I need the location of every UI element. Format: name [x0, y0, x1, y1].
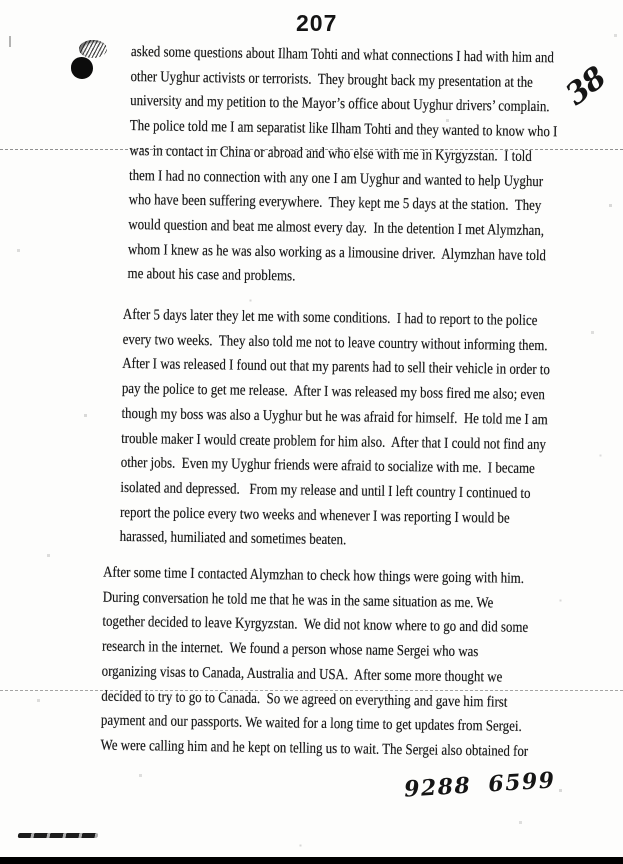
- text-line: every two weeks. They also told me not to leave country without informing them.: [122, 330, 548, 354]
- handwritten-exhibit-number: 38: [559, 60, 613, 113]
- text-line: would question and beat me almost every day. In the detention I met Alymzhan,: [128, 215, 545, 240]
- paragraph-2: [120, 303, 551, 556]
- text-line: isolated and depressed. From my release and until I left country I continued to: [120, 478, 531, 502]
- text-line: decided to try to go to Canada. So we agreed on everything and gave him first: [101, 687, 508, 711]
- text-line: trouble maker I would create problem for him also. After that I could not find any: [121, 429, 547, 453]
- text-line: organizing visas to Canada, Australia and USA. After some more thought we: [101, 662, 503, 686]
- handwritten-number: 9288 6599: [403, 767, 557, 803]
- text-line: payment and our passports. We waited for a long time to get updates from Sergei.: [100, 711, 522, 736]
- paragraph-3: [100, 561, 531, 765]
- text-line: After I was released I found out that my parents had to sell their vehicle in order to: [122, 355, 551, 379]
- text-line: though my boss was also a Uyghur but he was afraid for himself. He told me I am: [121, 404, 548, 429]
- fold-crease-line-bottom: [0, 690, 623, 691]
- text-line: pay the police to get me release. After I was released my boss fired me also; even: [121, 380, 545, 404]
- paragraph-1: [127, 40, 558, 293]
- text-line: other Uyghur activists or terrorists. They brought back my presentation at the: [130, 67, 533, 91]
- text-line: We were calling him and he kept on telling us to wait. The Sergei also obtained for: [100, 736, 529, 760]
- text-line: During conversation he told me that he was in the same situation as me. We: [102, 588, 494, 612]
- text-line: After some time I contacted Alymzhan to check how things were going with him.: [103, 563, 525, 587]
- scan-noise-specks: [0, 0, 1, 1]
- text-line: The police told me I am separatist like Ilham Tohti and they wanted to know who I: [129, 117, 558, 141]
- text-line: harassed, humiliated and sometimes beaten.: [119, 528, 347, 549]
- fold-crease-line-top: [0, 149, 623, 150]
- text-line: After 5 days later they let me with some conditions. I had to report to the police: [122, 305, 538, 330]
- text-line: whom I knew as he was also working as a limousine driver. Alymzhan have told: [127, 240, 547, 264]
- text-line: asked some questions about Ilham Tohti and what connections I had with him and: [130, 43, 554, 67]
- text-line: them I had no connection with any one I am Uyghur and wanted to help Uyghur: [128, 166, 544, 190]
- text-line: research in the internet. We found a person whose name Sergei who was: [101, 637, 479, 661]
- text-line: me about his case and problems.: [127, 265, 296, 285]
- scan-smudge: [18, 833, 99, 838]
- text-line: other jobs. Even my Uyghur friends were afraid to socialize with me. I became: [120, 454, 535, 478]
- page-number: 207: [296, 10, 338, 36]
- text-line: university and my petition to the Mayor’s office about Uyghur drivers’ complain.: [130, 92, 550, 116]
- text-line: report the police every two weeks and whenever I was reporting I would be: [119, 503, 510, 527]
- text-line: who have been suffering everywhere. They kept me 5 days at the station. They: [128, 191, 542, 215]
- scan-bottom-edge-bar: [0, 857, 623, 864]
- text-line: together decided to leave Kyrgyzstan. We did not know where to go and did some: [102, 613, 529, 637]
- text-line: was in contact in China or abroad and who else with me in Kyrgyzstan. I told: [129, 141, 532, 165]
